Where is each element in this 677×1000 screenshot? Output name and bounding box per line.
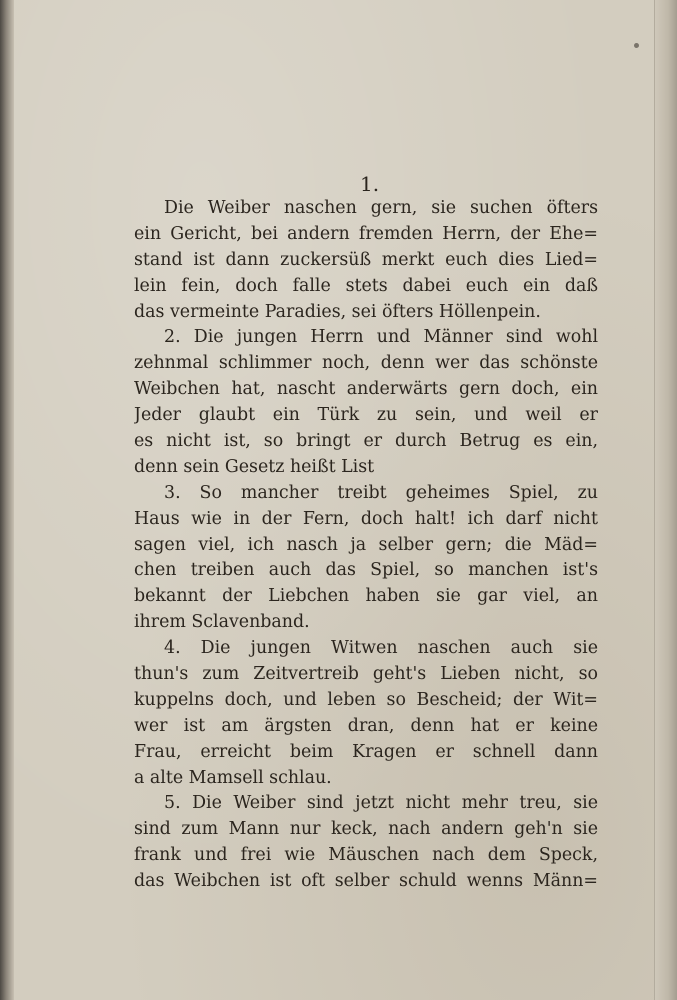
text-line: denn sein Gesetz heißt List: [134, 456, 375, 477]
text-line: 2. Die jungen Herrn und Männer sind wohl: [164, 327, 598, 348]
text-line: das vermeinte Paradies, sei öfters Höllenpein.: [134, 301, 541, 322]
binding-edge: [0, 0, 14, 1000]
text-line: wer ist am ärgsten dran, denn hat er keine: [134, 715, 598, 736]
text-line: chen treiben auch das Spiel, so manchen ist's: [134, 560, 598, 581]
text-line: ihrem Sclavenband.: [134, 612, 310, 633]
text-line: a alte Mamsell schlau.: [134, 767, 332, 788]
text-line: ein Gericht, bei andern fremden Herrn, der Ehe=: [134, 223, 598, 244]
text-line: 3. So mancher treibt geheimes Spiel, zu: [164, 482, 598, 503]
text-line: 4. Die jungen Witwen naschen auch sie: [164, 638, 598, 659]
text-line: lein fein, doch falle stets dabei euch ein daß: [134, 275, 598, 296]
song-text: [134, 196, 598, 895]
text-line: Jeder glaubt ein Türk zu sein, und weil er: [134, 405, 598, 426]
text-line: frank und frei wie Mäuschen nach dem Speck,: [134, 845, 598, 866]
text-line: das Weibchen ist oft selber schuld wenns Männ=: [134, 871, 598, 892]
stanza-number: 1.: [360, 172, 380, 196]
text-line: stand ist dann zuckersüß merkt euch dies Lied=: [134, 249, 598, 270]
text-line: Frau, erreicht beim Kragen er schnell dann: [134, 741, 598, 762]
page-edge: [654, 0, 677, 1000]
text-line: es nicht ist, so bringt er durch Betrug es ein,: [134, 431, 598, 452]
text-line: zehnmal schlimmer noch, denn wer das schönste: [134, 353, 598, 374]
text-line: Weibchen hat, nascht anderwärts gern doch, ein: [134, 379, 598, 400]
text-line: 5. Die Weiber sind jetzt nicht mehr treu, sie: [164, 793, 598, 814]
text-line: bekannt der Liebchen haben sie gar viel, an: [134, 586, 598, 607]
text-line: Die Weiber naschen gern, sie suchen öfters: [164, 198, 598, 218]
text-line: sagen viel, ich nasch ja selber gern; die Mäd=: [134, 534, 598, 555]
text-line: sind zum Mann nur keck, nach andern geh'n sie: [134, 819, 598, 840]
text-line: thun's zum Zeitvertreib geht's Lieben nicht, so: [134, 664, 598, 685]
text-line: Haus wie in der Fern, doch halt! ich darf nicht: [134, 508, 598, 529]
text-line: kuppelns doch, und leben so Bescheid; der Wit=: [134, 689, 598, 710]
pinhole: [634, 43, 639, 48]
